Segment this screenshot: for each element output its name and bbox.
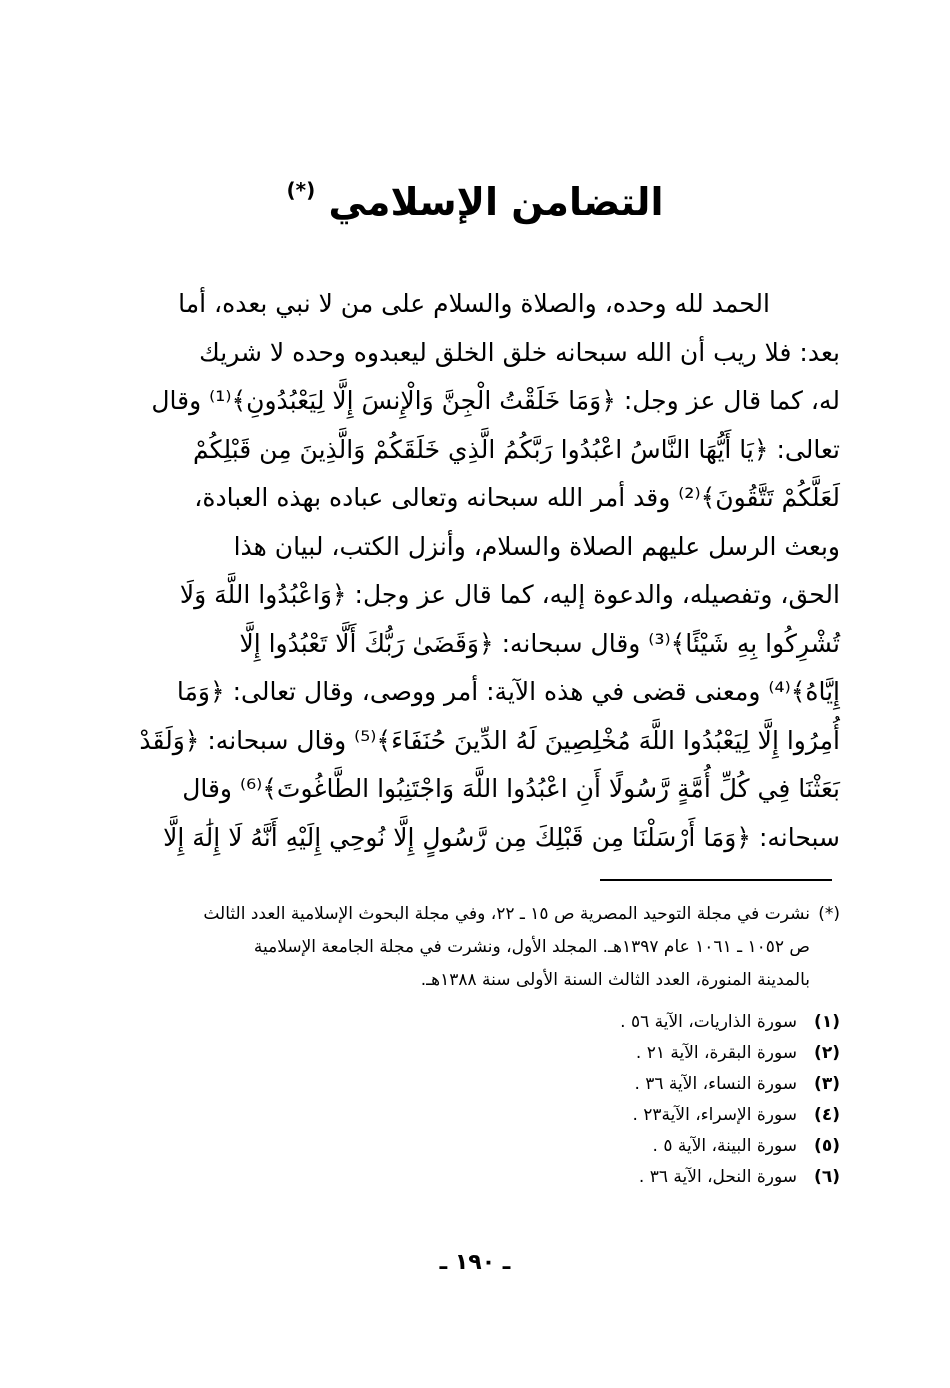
footnote-text: سورة الذاريات، الآية ٥٦ . [620, 1012, 797, 1032]
body-line: لَعَلَّكُمْ تَتَّقُونَ﴾⁽²⁾ وقد أمر الله سبحانه وتعالى عباده بهذه العبادة، [194, 483, 840, 512]
footnote-text: سورة النحل، الآية ٣٦ . [638, 1167, 797, 1187]
body-line: بَعَثْنَا فِي كُلِّ أُمَّةٍ رَّسُولًا أَنِ اعْبُدُوا اللَّهَ وَاجْتَنِبُوا الطَّاغُوتَ﴾⁽⁶⁾ وقال [182, 774, 840, 803]
footnote-item [105, 1100, 840, 1131]
footnote-item [105, 1038, 840, 1069]
body-paragraph [110, 280, 840, 862]
footnote-number: (١) [814, 1012, 840, 1032]
footnote-star-line: نشرت في مجلة التوحيد المصرية ص ١٥ ـ ٢٢، وفي مجلة البحوث الإسلامية العدد الثالث [203, 904, 810, 924]
body-line: وبعث الرسل عليهم الصلاة والسلام، وأنزل الكتب، لبيان هذا [233, 531, 840, 561]
footnote-number: (٣) [814, 1074, 840, 1094]
footnote-text: سورة البقرة، الآية ٢١ . [635, 1043, 797, 1063]
footnote-star-mark: (*) [818, 904, 840, 924]
footnote-text: سورة البينة، الآية ٥ . [652, 1136, 797, 1156]
body-line: الحمد لله وحده، والصلاة والسلام على من لا نبي بعده، أما [178, 289, 770, 318]
footnote-item [105, 1069, 840, 1100]
body-line: إِيَّاهُ﴾⁽⁴⁾ ومعنى قضى في هذه الآية: أمر ووصى، وقال تعالى: ﴿وَمَا [176, 677, 840, 706]
footnote-number: (٤) [814, 1105, 840, 1125]
footnote-item [105, 1131, 840, 1162]
title-footnote-mark: (*) [286, 178, 316, 202]
body-line: بعد: فلا ريب أن الله سبحانه خلق الخلق ليعبدوه وحده لا شريك [199, 337, 840, 367]
body-line: له، كما قال عز وجل: ﴿وَمَا خَلَقْتُ الْجِنَّ وَالْإِنسَ إِلَّا لِيَعْبُدُونِ﴾⁽¹⁾ وقال [151, 386, 840, 415]
footnotes-section [105, 898, 840, 1193]
footnote-text: سورة الإسراء، الآية٢٣ . [632, 1105, 797, 1125]
footnote-item [105, 1162, 840, 1193]
body-line: تُشْرِكُوا بِهِ شَيْئًا﴾⁽³⁾ وقال سبحانه: ﴿وَقَضَىٰ رَبُّكَ أَلَّا تَعْبُدُوا إِلَّا [239, 628, 840, 658]
page-number: ـ ١٩٠ ـ [439, 1250, 511, 1275]
body-line: الحق، وتفصيله، والدعوة إليه، كما قال عز وجل: ﴿وَاعْبُدُوا اللَّهَ وَلَا [179, 580, 840, 609]
footnote-list [105, 1007, 840, 1193]
footnote-divider [600, 879, 832, 881]
footnote-star [105, 898, 840, 997]
footnote-number: (٦) [814, 1167, 840, 1187]
footnote-star-line: بالمدينة المنورة، العدد الثالث السنة الأولى سنة ١٣٨٨هـ. [420, 970, 810, 990]
footnote-item [105, 1007, 840, 1038]
body-line: سبحانه: ﴿وَمَا أَرْسَلْنَا مِن قَبْلِكَ مِن رَّسُولٍ إِلَّا نُوحِي إِلَيْهِ أَنَّهُ لَا إِلَٰهَ إِلَّا [163, 822, 840, 852]
footnote-star-line: ص ١٠٥٢ ـ ١٠٦١ عام ١٣٩٧هـ. المجلد الأول، ونشرت في مجلة الجامعة الإسلامية [253, 937, 810, 957]
footnote-number: (٢) [814, 1043, 840, 1063]
footnote-text: سورة النساء، الآية ٣٦ . [634, 1074, 797, 1094]
footnote-number: (٥) [814, 1136, 840, 1156]
body-line: تعالى: ﴿يَا أَيُّهَا النَّاسُ اعْبُدُوا رَبَّكُمُ الَّذِي خَلَقَكُمْ وَالَّذِينَ مِن قَبْلِكُمْ [193, 434, 840, 464]
page-title-text: التضامن الإسلامي [328, 180, 664, 224]
body-line: أُمِرُوا إِلَّا لِيَعْبُدُوا اللَّهَ مُخْلِصِينَ لَهُ الدِّينَ حُنَفَاءَ﴾⁽⁵⁾ وقال سبحانه: ﴿وَلَقَدْ [139, 725, 840, 755]
page-title [0, 160, 950, 232]
